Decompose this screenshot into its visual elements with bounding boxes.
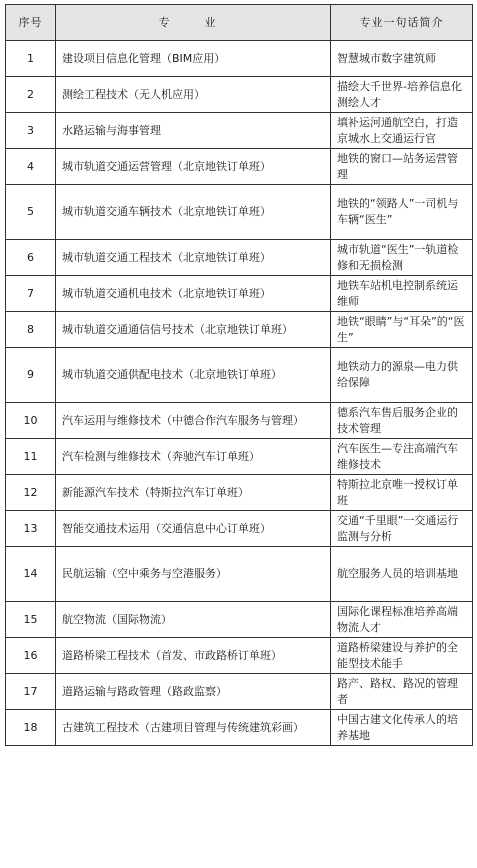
- row-major-intro: 填补运河通航空白，打造京城水上交通运行官: [331, 113, 473, 149]
- row-major-intro: 地铁的“领路人”一司机与车辆“医生”: [331, 185, 473, 240]
- row-number: 11: [6, 439, 56, 475]
- row-major-name: 道路运输与路政管理（路政监察）: [56, 674, 331, 710]
- row-number: 8: [6, 312, 56, 348]
- row-major-intro: 国际化课程标准培养高端物流人才: [331, 602, 473, 638]
- row-number: 6: [6, 240, 56, 276]
- row-major-name: 建设项目信息化管理（BIM应用）: [56, 41, 331, 77]
- row-number: 10: [6, 403, 56, 439]
- row-number: 7: [6, 276, 56, 312]
- table-row: [6, 149, 473, 185]
- table-row: [6, 312, 473, 348]
- row-major-intro: 路产、路权、路况的管理者: [331, 674, 473, 710]
- table-row: [6, 113, 473, 149]
- table-row: [6, 276, 473, 312]
- row-major-intro: 城市轨道“医生”一轨道检修和无损检测: [331, 240, 473, 276]
- row-major-intro: 道路桥梁建设与养护的全能型技术能手: [331, 638, 473, 674]
- table-body: [6, 41, 473, 746]
- row-number: 17: [6, 674, 56, 710]
- row-major-name: 城市轨道交通机电技术（北京地铁订单班）: [56, 276, 331, 312]
- majors-table: [5, 4, 473, 746]
- table-row: [6, 77, 473, 113]
- table-row: [6, 710, 473, 746]
- header-intro: 专业一句话简介: [331, 5, 473, 41]
- row-major-intro: 地铁的窗口—站务运营管理: [331, 149, 473, 185]
- table-row: [6, 638, 473, 674]
- table-row: [6, 475, 473, 511]
- row-major-intro: 交通“千里眼”一交通运行监测与分析: [331, 511, 473, 547]
- row-number: 1: [6, 41, 56, 77]
- row-major-name: 测绘工程技术（无人机应用）: [56, 77, 331, 113]
- table-row: [6, 240, 473, 276]
- row-major-name: 汽车运用与维修技术（中德合作汽车服务与管理）: [56, 403, 331, 439]
- row-number: 18: [6, 710, 56, 746]
- table-header-row: [6, 5, 473, 41]
- row-major-name: 城市轨道交通车辆技术（北京地铁订单班）: [56, 185, 331, 240]
- row-number: 15: [6, 602, 56, 638]
- row-major-intro: 地铁车站机电控制系统运维师: [331, 276, 473, 312]
- row-major-name: 古建筑工程技术（古建项目管理与传统建筑彩画）: [56, 710, 331, 746]
- row-number: 13: [6, 511, 56, 547]
- row-major-intro: 汽车医生—专注高端汽车维修技术: [331, 439, 473, 475]
- row-number: 2: [6, 77, 56, 113]
- row-major-intro: 航空服务人员的培训基地: [331, 547, 473, 602]
- row-major-intro: 地铁动力的源泉—电力供给保障: [331, 348, 473, 403]
- row-major-intro: 德系汽车售后服务企业的技术管理: [331, 403, 473, 439]
- row-major-name: 城市轨道交通供配电技术（北京地铁订单班）: [56, 348, 331, 403]
- table-row: [6, 439, 473, 475]
- row-major-intro: 描绘大千世界-培养信息化测绘人才: [331, 77, 473, 113]
- table-row: [6, 547, 473, 602]
- row-major-name: 城市轨道交通通信信号技术（北京地铁订单班）: [56, 312, 331, 348]
- table-row: [6, 602, 473, 638]
- row-number: 5: [6, 185, 56, 240]
- table-row: [6, 41, 473, 77]
- row-number: 16: [6, 638, 56, 674]
- row-number: 9: [6, 348, 56, 403]
- row-major-name: 城市轨道交通运营管理（北京地铁订单班）: [56, 149, 331, 185]
- row-major-name: 城市轨道交通工程技术（北京地铁订单班）: [56, 240, 331, 276]
- row-major-intro: 特斯拉北京唯一授权订单班: [331, 475, 473, 511]
- table-row: [6, 403, 473, 439]
- table-row: [6, 348, 473, 403]
- row-major-intro: 地铁“眼睛”与“耳朵”的“医生”: [331, 312, 473, 348]
- row-major-name: 道路桥梁工程技术（首发、市政路桥订单班）: [56, 638, 331, 674]
- row-major-name: 汽车检测与维修技术（奔驰汽车订单班）: [56, 439, 331, 475]
- row-major-intro: 中国古建文化传承人的培养基地: [331, 710, 473, 746]
- row-number: 3: [6, 113, 56, 149]
- row-major-name: 民航运输（空中乘务与空港服务）: [56, 547, 331, 602]
- row-major-name: 新能源汽车技术（特斯拉汽车订单班）: [56, 475, 331, 511]
- row-major-name: 航空物流（国际物流）: [56, 602, 331, 638]
- header-index: 序号: [6, 5, 56, 41]
- row-number: 12: [6, 475, 56, 511]
- row-major-name: 水路运输与海事管理: [56, 113, 331, 149]
- header-major: 专 业: [56, 5, 331, 41]
- table-row: [6, 185, 473, 240]
- majors-table-container: [5, 4, 472, 746]
- row-number: 4: [6, 149, 56, 185]
- table-row: [6, 674, 473, 710]
- row-major-intro: 智慧城市数字建筑师: [331, 41, 473, 77]
- row-number: 14: [6, 547, 56, 602]
- table-row: [6, 511, 473, 547]
- row-major-name: 智能交通技术运用（交通信息中心订单班）: [56, 511, 331, 547]
